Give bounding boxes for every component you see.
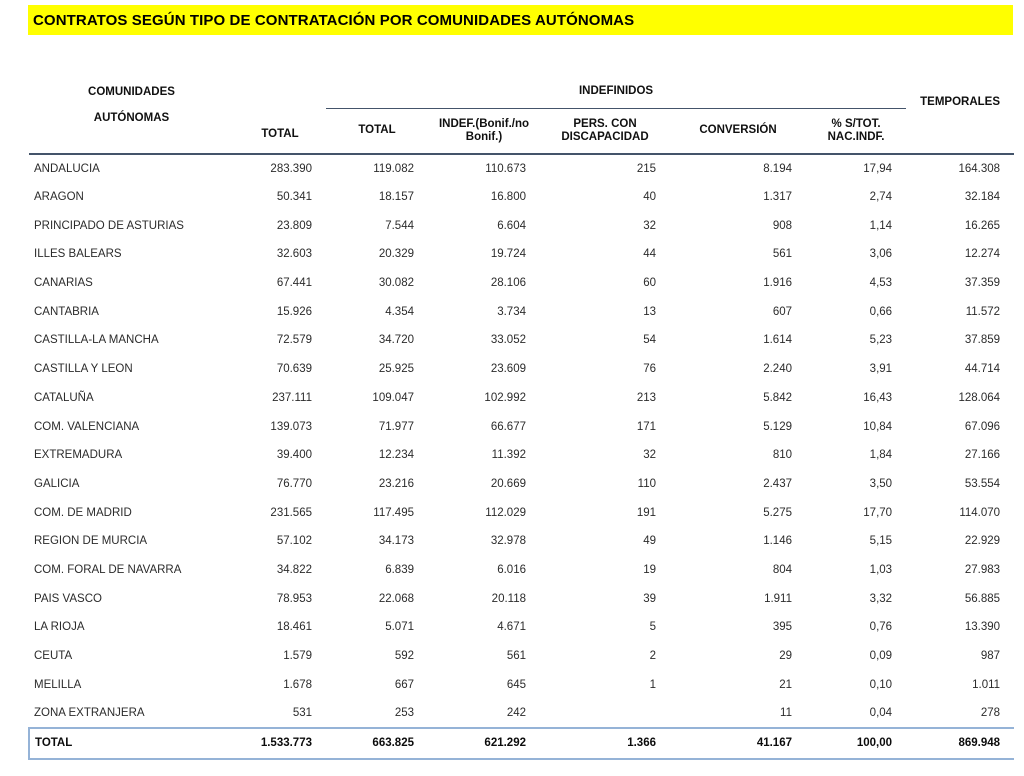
- cell-name: REGION DE MURCIA: [34, 535, 148, 548]
- cell-conversion: 2.240: [763, 363, 792, 376]
- cell-conversion: 607: [772, 305, 792, 318]
- cell-temporales: 44.714: [964, 363, 1001, 376]
- cell-pct: 3,50: [869, 477, 893, 490]
- table-row: [29, 269, 1014, 298]
- cell-temporales: 37.859: [964, 334, 1001, 347]
- cell-pct: 3,32: [869, 592, 893, 605]
- report-title-bar: [28, 5, 1013, 35]
- cell-indef_total: 30.082: [378, 277, 414, 290]
- cell-indef_bonif: 28.106: [490, 277, 526, 290]
- cell-indef_total: 18.157: [378, 191, 414, 204]
- cell-name: CASTILLA-LA MANCHA: [34, 334, 159, 347]
- total-row: [29, 728, 1014, 759]
- cell-indef_total: 25.925: [378, 363, 414, 376]
- cell-indef_bonif: 102.992: [484, 391, 526, 404]
- cell-total: 57.102: [276, 535, 312, 548]
- cell-conversion: 5.129: [763, 420, 792, 433]
- cell-pct: 1,14: [869, 219, 893, 232]
- cell-conversion: 395: [772, 621, 792, 634]
- cell-indef_bonif: 4.671: [497, 621, 526, 634]
- cell-total: 139.073: [270, 420, 312, 433]
- cell-conversion: 1.911: [764, 592, 792, 605]
- cell-name: LA RIOJA: [34, 621, 85, 634]
- cell-total: 23.809: [276, 219, 312, 232]
- cell-pct: 1,03: [869, 563, 893, 576]
- cell-indef_bonif: 32.978: [490, 535, 526, 548]
- table-header: [29, 75, 1014, 154]
- table-row: [29, 355, 1014, 384]
- report-title: CONTRATOS SEGÚN TIPO DE CONTRATACIÓN POR COMUNIDADES AUTÓNOMAS: [33, 12, 635, 29]
- col-header-indef-bonif: INDEF.(Bonif./no Bonif.): [428, 108, 540, 154]
- cell-name: ARAGON: [34, 191, 84, 204]
- table-row: [29, 326, 1014, 355]
- cell-discap: 32: [643, 449, 656, 462]
- cell-indef_total: 119.082: [373, 162, 414, 175]
- cell-indef_total: 12.234: [378, 449, 414, 462]
- cell-indef_bonif: 16.800: [490, 191, 526, 204]
- cell-name: CATALUÑA: [34, 391, 94, 404]
- cell-temporales: 32.184: [964, 191, 1001, 204]
- cell-temporales: 987: [980, 650, 1001, 663]
- cell-conversion: 1.146: [763, 535, 792, 548]
- cell-total: 34.822: [276, 563, 312, 576]
- cell-temporales: 27.166: [964, 449, 1001, 462]
- cell-name: COM. DE MADRID: [34, 506, 132, 519]
- cell-total: 67.441: [276, 277, 312, 290]
- table-row: [29, 211, 1014, 240]
- cell-name: CANTABRIA: [34, 305, 99, 318]
- cell-indef_bonif: 66.677: [490, 420, 526, 433]
- col-header-comunidades-line1: COMUNIDADES: [88, 86, 175, 98]
- cell-indef_total: 23.216: [378, 477, 414, 490]
- cell-discap: 13: [643, 305, 656, 318]
- col-header-conversion: CONVERSIÓN: [670, 108, 806, 154]
- cell-indef_total: 4.354: [385, 305, 414, 318]
- cell-pct: 5,23: [869, 334, 893, 347]
- cell-conversion: 21: [779, 678, 792, 691]
- cell-pct: 17,70: [863, 506, 893, 519]
- cell-discap: 76: [643, 363, 656, 376]
- cell-indef_total: 20.329: [378, 248, 414, 261]
- cell-temporales: 1.011: [972, 678, 1001, 691]
- cell-conversion: 29: [779, 650, 792, 663]
- cell-pct: 0,04: [869, 706, 893, 719]
- cell-indef_bonif: 20.118: [491, 592, 526, 605]
- cell-indef_bonif: 23.609: [490, 363, 526, 376]
- cell-name: CEUTA: [34, 650, 73, 663]
- cell-total: 32.603: [276, 248, 312, 261]
- total-row-conversion: 41.167: [670, 728, 806, 759]
- total-row-label: TOTAL: [29, 728, 234, 759]
- cell-name: COM. VALENCIANA: [34, 420, 140, 433]
- cell-total: 15.926: [276, 305, 312, 318]
- cell-indef_bonif: 561: [506, 650, 526, 663]
- cell-total: 283.390: [270, 162, 312, 175]
- cell-name: PAIS VASCO: [34, 592, 102, 605]
- col-group-indefinidos: [326, 75, 906, 108]
- cell-discap: 1: [649, 678, 656, 691]
- cell-discap: [540, 699, 670, 728]
- table-row: [29, 498, 1014, 527]
- cell-conversion: 908: [772, 219, 792, 232]
- table-row: [29, 670, 1014, 699]
- cell-indef_total: 592: [394, 650, 414, 663]
- cell-indef_total: 109.047: [372, 391, 414, 404]
- cell-temporales: 128.064: [958, 391, 1001, 404]
- total-row-pct: 100,00: [806, 728, 906, 759]
- cell-total: 1.579: [283, 650, 312, 663]
- cell-discap: 54: [643, 334, 656, 347]
- cell-temporales: 67.096: [964, 420, 1001, 433]
- cell-discap: 5: [649, 621, 656, 634]
- cell-pct: 0,09: [869, 650, 893, 663]
- cell-temporales: 11.572: [965, 305, 1001, 318]
- cell-conversion: 1.614: [763, 334, 792, 347]
- cell-pct: 10,84: [863, 420, 893, 433]
- table-row: [29, 613, 1014, 642]
- cell-temporales: 53.554: [964, 477, 1001, 490]
- cell-conversion: 2.437: [763, 477, 792, 490]
- cell-indef_bonif: 20.669: [490, 477, 526, 490]
- cell-total: 72.579: [276, 334, 312, 347]
- report-page: [28, 5, 1013, 760]
- col-header-total: TOTAL: [234, 75, 326, 154]
- cell-pct: 2,74: [869, 191, 893, 204]
- table-row: [29, 527, 1014, 556]
- cell-discap: 49: [643, 535, 656, 548]
- cell-pct: 0,66: [869, 305, 893, 318]
- cell-pct: 17,94: [863, 162, 893, 175]
- table-row: [29, 183, 1014, 212]
- total-row-indef-bonif: 621.292: [428, 728, 540, 759]
- cell-conversion: 8.194: [763, 162, 792, 175]
- cell-indef_bonif: 11.392: [491, 449, 526, 462]
- cell-total: 39.400: [276, 449, 312, 462]
- cell-name: PRINCIPADO DE ASTURIAS: [34, 219, 184, 232]
- cell-indef_bonif: 6.016: [497, 563, 526, 576]
- cell-temporales: 16.265: [964, 219, 1001, 232]
- table-row: [29, 584, 1014, 613]
- cell-discap: 40: [643, 191, 656, 204]
- cell-total: 78.953: [276, 592, 312, 605]
- cell-discap: 44: [643, 248, 656, 261]
- cell-conversion: 1.916: [763, 277, 792, 290]
- cell-total: 18.461: [276, 621, 312, 634]
- cell-indef_total: 253: [394, 706, 414, 719]
- table-row: [29, 412, 1014, 441]
- cell-indef_total: 117.495: [373, 506, 414, 519]
- cell-conversion: 561: [772, 248, 792, 261]
- cell-temporales: 164.308: [958, 162, 1001, 175]
- col-group-indefinidos-label: INDEFINIDOS: [578, 85, 654, 98]
- cell-indef_bonif: 33.052: [490, 334, 526, 347]
- cell-discap: 171: [636, 420, 656, 433]
- cell-conversion: 11: [780, 706, 792, 719]
- cell-total: 76.770: [276, 477, 312, 490]
- table-row: [29, 240, 1014, 269]
- cell-name: MELILLA: [34, 678, 82, 691]
- table-footer: [29, 728, 1014, 759]
- cell-temporales: 12.274: [964, 248, 1001, 261]
- table-row: [29, 154, 1014, 183]
- table-row: [29, 470, 1014, 499]
- cell-indef_bonif: 6.604: [497, 219, 526, 232]
- cell-pct: 0,10: [869, 678, 893, 691]
- cell-discap: 39: [643, 592, 656, 605]
- table-row: [29, 441, 1014, 470]
- cell-total: 237.111: [272, 391, 312, 404]
- cell-conversion: 804: [772, 563, 792, 576]
- cell-indef_total: 7.544: [385, 219, 414, 232]
- cell-temporales: 56.885: [964, 592, 1001, 605]
- table-row: [29, 642, 1014, 671]
- cell-pct: 16,43: [863, 391, 893, 404]
- cell-conversion: 810: [772, 449, 792, 462]
- total-row-temporales: 869.948: [906, 728, 1014, 759]
- cell-temporales: 22.929: [964, 535, 1001, 548]
- total-row-total: 1.533.773: [234, 728, 326, 759]
- cell-total: 70.639: [276, 363, 312, 376]
- cell-indef_bonif: 112.029: [485, 506, 526, 519]
- cell-indef_bonif: 645: [506, 678, 526, 691]
- cell-indef_bonif: 110.673: [485, 162, 526, 175]
- contracts-table: [28, 75, 1014, 760]
- cell-total: 50.341: [276, 191, 312, 204]
- table-row: [29, 297, 1014, 326]
- cell-pct: 3,91: [869, 363, 893, 376]
- cell-conversion: 5.842: [763, 391, 792, 404]
- col-header-comunidades: [29, 75, 234, 154]
- cell-conversion: 5.275: [763, 506, 792, 519]
- total-row-discap: 1.366: [540, 728, 670, 759]
- cell-pct: 4,53: [869, 277, 893, 290]
- cell-conversion: 1.317: [763, 191, 792, 204]
- table-row: [29, 556, 1014, 585]
- col-header-indef-total: TOTAL: [326, 108, 428, 154]
- cell-discap: 191: [636, 506, 656, 519]
- cell-total: 531: [292, 706, 312, 719]
- col-header-pct-nacindf: % S/TOT. NAC.INDF.: [806, 108, 906, 154]
- cell-name: ILLES BALEARS: [34, 248, 122, 261]
- cell-discap: 2: [649, 650, 656, 663]
- cell-indef_total: 34.720: [378, 334, 414, 347]
- cell-total: 1.678: [283, 678, 312, 691]
- cell-discap: 19: [643, 563, 656, 576]
- cell-name: ZONA EXTRANJERA: [34, 706, 145, 719]
- cell-indef_total: 6.839: [385, 563, 414, 576]
- cell-pct: 3,06: [869, 248, 893, 261]
- cell-temporales: 27.983: [964, 563, 1001, 576]
- cell-temporales: 13.390: [964, 621, 1001, 634]
- cell-indef_total: 667: [394, 678, 414, 691]
- cell-indef_total: 5.071: [385, 621, 414, 634]
- cell-name: CANARIAS: [34, 277, 93, 290]
- col-header-temporales: TEMPORALES: [906, 75, 1014, 154]
- cell-name: ANDALUCIA: [34, 162, 100, 175]
- cell-pct: 0,76: [869, 621, 893, 634]
- cell-temporales: 37.359: [964, 277, 1001, 290]
- cell-discap: 32: [643, 219, 656, 232]
- table-row: [29, 699, 1014, 728]
- table-body: [29, 154, 1014, 728]
- cell-indef_total: 34.173: [378, 535, 414, 548]
- cell-name: EXTREMADURA: [34, 449, 123, 462]
- cell-temporales: 278: [980, 706, 1001, 719]
- cell-discap: 60: [643, 277, 656, 290]
- cell-indef_bonif: 242: [506, 706, 526, 719]
- cell-pct: 5,15: [869, 535, 893, 548]
- cell-discap: 215: [636, 162, 656, 175]
- cell-indef_bonif: 19.724: [490, 248, 526, 261]
- cell-name: GALICIA: [34, 477, 80, 490]
- cell-name: COM. FORAL DE NAVARRA: [34, 563, 182, 576]
- col-header-pers-discapacidad: PERS. CON DISCAPACIDAD: [540, 108, 670, 154]
- cell-pct: 1,84: [869, 449, 893, 462]
- col-header-comunidades-line2: AUTÓNOMAS: [93, 112, 170, 124]
- total-row-indef-total: 663.825: [326, 728, 428, 759]
- cell-indef_total: 71.977: [378, 420, 414, 433]
- cell-indef_bonif: 3.734: [497, 305, 526, 318]
- table-row: [29, 384, 1014, 413]
- cell-total: 231.565: [270, 506, 312, 519]
- cell-discap: 110: [637, 477, 656, 490]
- cell-indef_total: 22.068: [378, 592, 414, 605]
- cell-discap: 213: [636, 391, 656, 404]
- cell-name: CASTILLA Y LEON: [34, 363, 133, 376]
- cell-temporales: 114.070: [959, 506, 1001, 519]
